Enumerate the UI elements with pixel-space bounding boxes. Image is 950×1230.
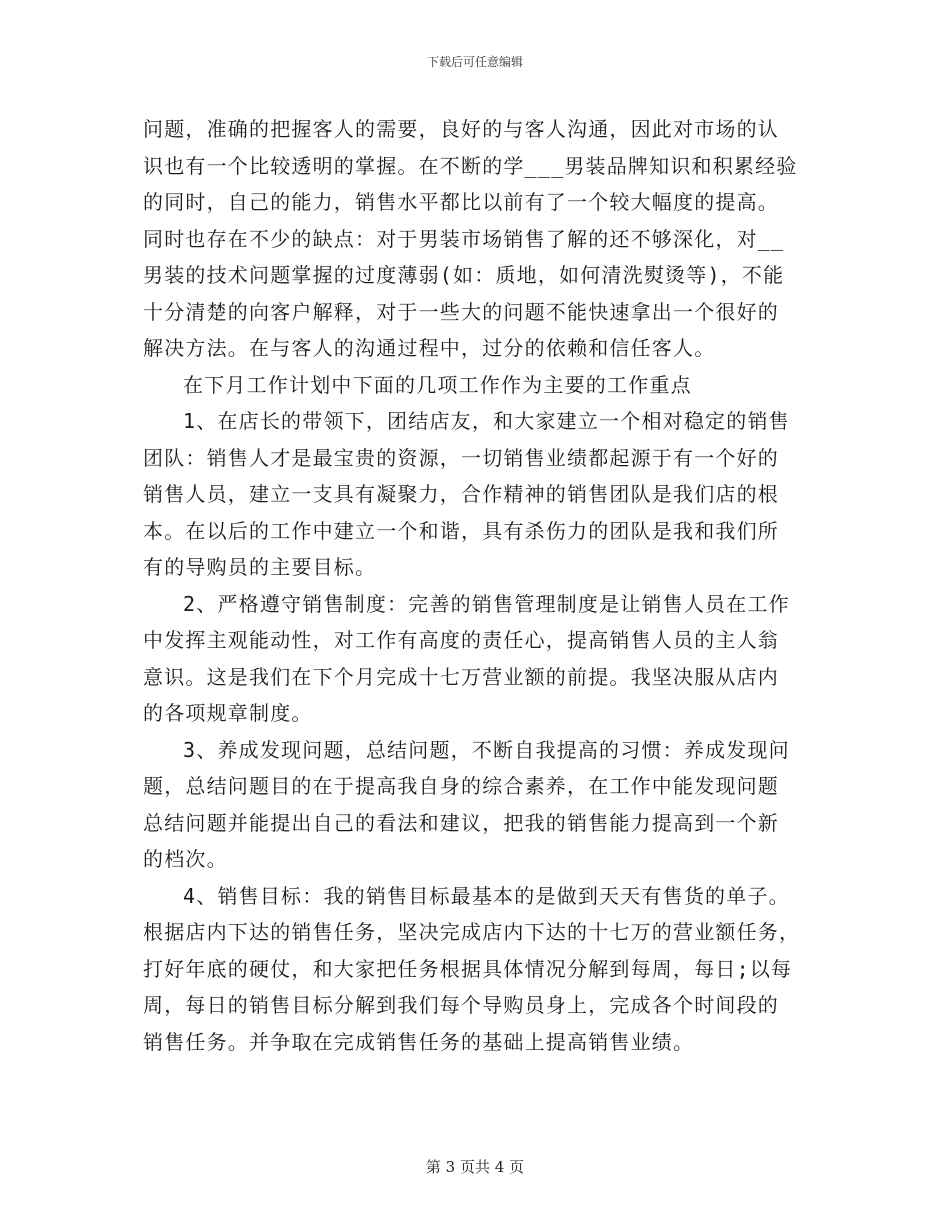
document-body <box>143 111 807 1060</box>
paragraph-1-line-7: 解决方法。在与客人的沟通过程中，过分的依赖和信任客人。 <box>143 336 716 360</box>
paragraph-1-line-5: 男装的技术问题掌握的过度薄弱(如：质地，如何清洗熨烫等)，不能 <box>143 263 785 287</box>
paragraph-2-line-1: 在下月工作计划中下面的几项工作作为主要的工作重点 <box>183 372 692 397</box>
paragraph-4-line-2: 中发挥主观能动性，对工作有高度的责任心，提高销售人员的主人翁 <box>143 628 779 652</box>
paragraph-3-line-3: 销售人员，建立一支具有凝聚力，合作精神的销售团队是我们店的根 <box>143 482 779 506</box>
page-footer: 第 3 页共 4 页 <box>425 1158 525 1176</box>
paragraph-1-line-4: 同时也存在不少的缺点：对于男装市场销售了解的还不够深化，对__ <box>143 226 785 251</box>
paragraph-4-line-1: 2、严格遵守销售制度：完善的销售管理制度是让销售人员在工作 <box>183 591 790 616</box>
paragraph-6-line-2: 根据店内下达的销售任务，坚决完成店内下达的十七万的营业额任务， <box>143 920 801 944</box>
paragraph-1-line-1: 问题，准确的把握客人的需要，良好的与客人沟通，因此对市场的认 <box>143 117 779 141</box>
paragraph-5-line-3: 总结问题并能提出自己的看法和建议，把我的销售能力提高到一个新 <box>143 810 779 835</box>
paragraph-5-line-4: 的档次。 <box>143 847 228 871</box>
paragraph-1-line-2: 识也有一个比较透明的掌握。在不断的学___男装品牌知识和积累经验 <box>143 153 798 178</box>
paragraph-5-line-2: 题，总结问题目的在于提高我自身的综合素养，在工作中能发现问题 <box>143 774 779 798</box>
paragraph-5-line-1: 3、养成发现问题，总结问题，不断自我提高的习惯：养成发现问 <box>183 737 790 762</box>
paragraph-6-line-3: 打好年底的硬仗，和大家把任务根据具体情况分解到每周，每日;以每 <box>143 956 793 981</box>
paragraph-6-line-4: 周，每日的销售目标分解到我们每个导购员身上，完成各个时间段的 <box>143 993 779 1017</box>
paragraph-4-line-4: 的各项规章制度。 <box>143 701 313 725</box>
paragraph-1-line-3: 的同时，自己的能力，销售水平都比以前有了一个较大幅度的提高。 <box>143 190 779 214</box>
paragraph-3-line-4: 本。在以后的工作中建立一个和谐，具有杀伤力的团队是我和我们所 <box>143 518 779 543</box>
paragraph-3-line-1: 1、在店长的带领下，团结店友，和大家建立一个相对稳定的销售 <box>183 409 790 433</box>
paragraph-4-line-3: 意识。这是我们在下个月完成十七万营业额的前提。我坚决服从店内 <box>143 664 779 689</box>
paragraph-1-line-6: 十分清楚的向客户解释，对于一些大的问题不能快速拿出一个很好的 <box>143 299 779 324</box>
paragraph-6-line-1: 4、销售目标：我的销售目标最基本的是做到天天有售货的单子。 <box>183 883 790 908</box>
paragraph-3-line-5: 有的导购员的主要目标。 <box>143 555 377 579</box>
paragraph-6-line-5: 销售任务。并争取在完成销售任务的基础上提高销售业绩。 <box>143 1029 695 1054</box>
paragraph-3-line-2: 团队：销售人才是最宝贵的资源，一切销售业绩都起源于有一个好的 <box>143 445 779 470</box>
page-header: 下载后可任意编辑 <box>426 55 523 69</box>
